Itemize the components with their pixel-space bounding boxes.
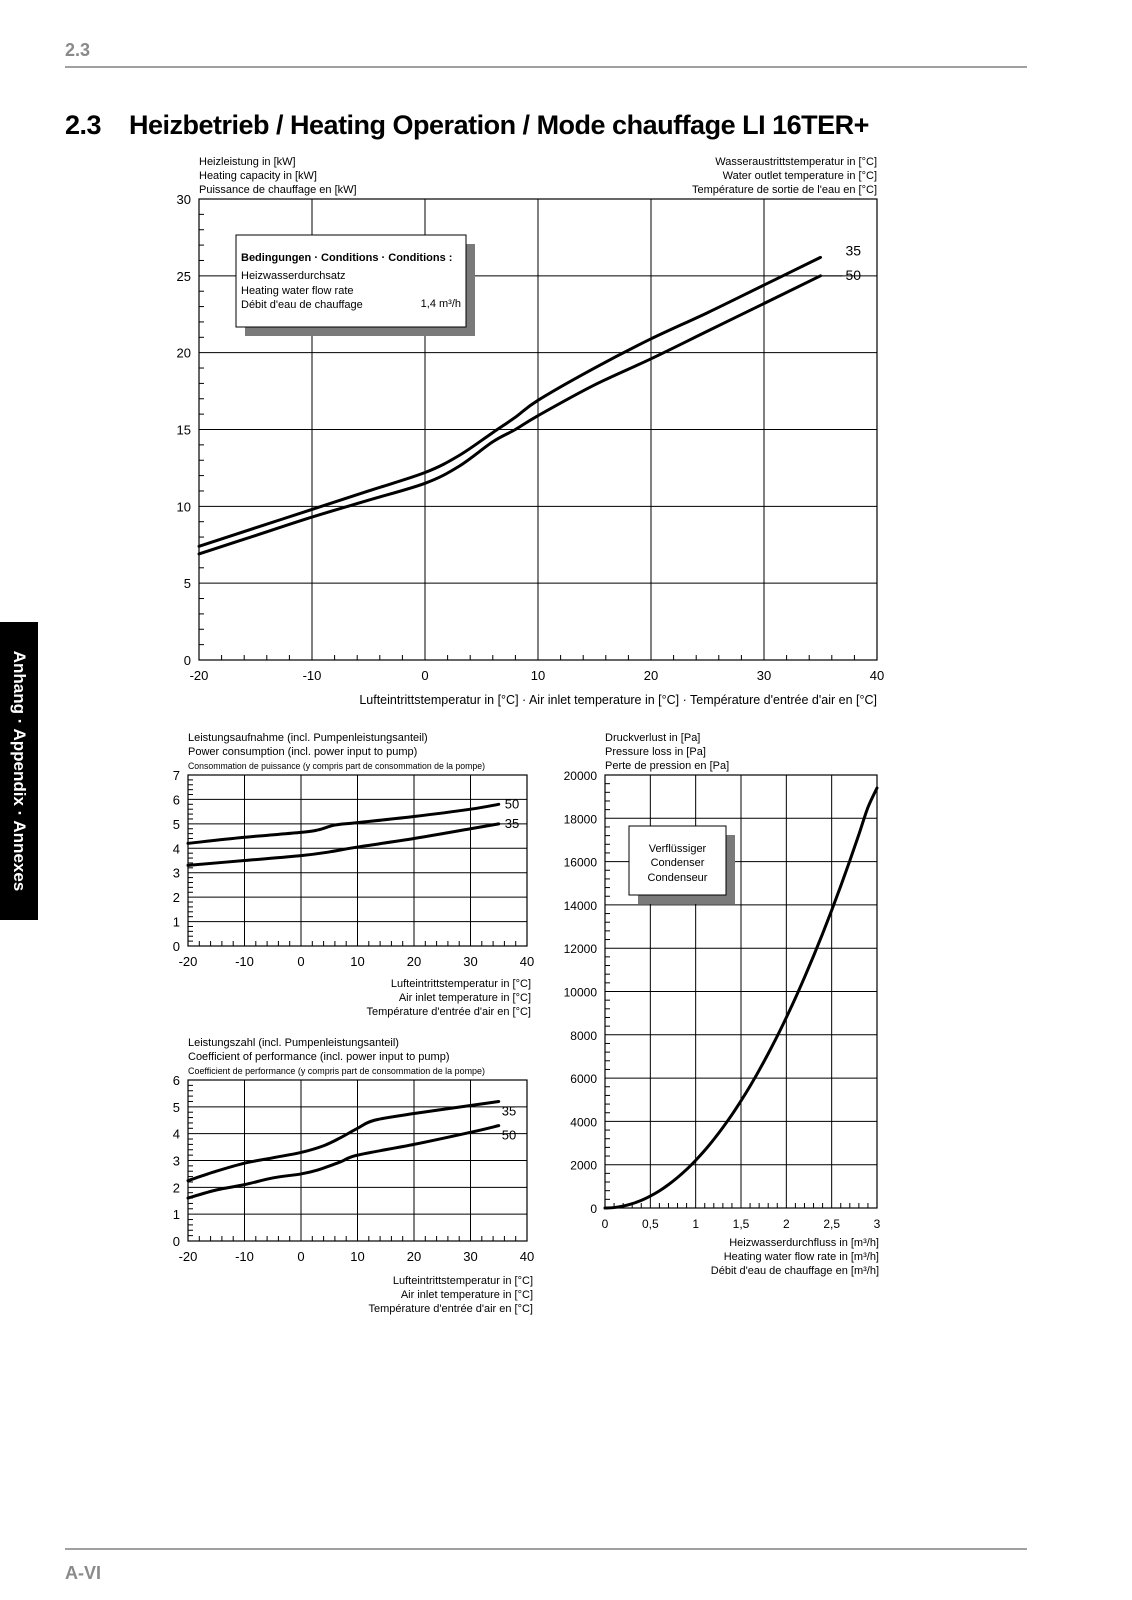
title-number: 2.3 bbox=[65, 110, 102, 140]
y-tick-label: 20000 bbox=[563, 769, 597, 783]
x-axis-label: Heizwasserdurchfluss in [m³/h] bbox=[729, 1237, 879, 1249]
series-label-35: 35 bbox=[504, 815, 520, 831]
x-tick-label: -10 bbox=[235, 1249, 254, 1264]
x-tick-label: 2,5 bbox=[823, 1217, 841, 1231]
page-footer: A-VI bbox=[65, 1563, 101, 1583]
y-tick-label: 0 bbox=[172, 939, 180, 954]
y-tick-label: 10000 bbox=[563, 985, 597, 1000]
title-text: Heizbetrieb / Heating Operation / Mode chauffage LI 16TER+ bbox=[129, 110, 869, 140]
y-axis-label: Puissance de chauffage en [kW] bbox=[199, 184, 357, 196]
x-tick-label: 20 bbox=[406, 954, 422, 969]
chart-power_consumption bbox=[173, 732, 534, 1018]
y-tick-label: 7 bbox=[172, 768, 180, 783]
condenser-line: Condenser bbox=[650, 857, 705, 869]
series-line-35 bbox=[188, 824, 499, 866]
series-label-50: 50 bbox=[504, 796, 520, 812]
y-axis-label: Consommation de puissance (y compris part de consommation de la pompe) bbox=[188, 761, 485, 772]
conditions-value: 1,4 m³/h bbox=[420, 298, 461, 310]
x-tick-label: 1,5 bbox=[732, 1217, 750, 1231]
x-tick-label: 10 bbox=[350, 954, 365, 969]
x-tick-label: 30 bbox=[463, 954, 478, 969]
y-tick-label: 14000 bbox=[563, 898, 597, 913]
y-axis-label: Coefficient of performance (incl. power input to pump) bbox=[188, 1051, 450, 1063]
y-tick-label: 2 bbox=[172, 1180, 180, 1196]
chart-pressure_loss bbox=[564, 732, 881, 1277]
x-tick-label: 40 bbox=[519, 1249, 535, 1264]
y-tick-label: 6000 bbox=[570, 1072, 597, 1087]
x-tick-label: 40 bbox=[519, 954, 535, 969]
y-tick-label: 1 bbox=[172, 914, 180, 930]
x-tick-label: 2 bbox=[782, 1217, 790, 1231]
x-axis-label: Lufteintrittstemperatur in [°C] bbox=[390, 978, 531, 990]
x-axis-label: Débit d'eau de chauffage en [m³/h] bbox=[710, 1265, 879, 1277]
y-tick-label: 2000 bbox=[570, 1158, 597, 1173]
x-tick-label: 1 bbox=[692, 1217, 700, 1231]
x-axis-label: Température d'entrée d'air en [°C] bbox=[366, 1006, 531, 1018]
x-tick-label: -20 bbox=[189, 668, 209, 683]
condenser-line: Condenseur bbox=[647, 872, 708, 884]
x-tick-label: 30 bbox=[756, 668, 772, 683]
y-axis-label: Coefficient de performance (y compris part de consommation de la pompe) bbox=[188, 1066, 485, 1077]
y-axis-label: Leistungsaufnahme (incl. Pumpenleistungsanteil) bbox=[188, 732, 428, 744]
x-tick-label: -20 bbox=[178, 1249, 198, 1264]
conditions-box bbox=[236, 235, 475, 336]
y-tick-label: 1 bbox=[172, 1207, 180, 1223]
y-tick-label: 30 bbox=[176, 192, 191, 207]
x-tick-label: 0,5 bbox=[641, 1217, 659, 1231]
x-tick-label: 20 bbox=[643, 668, 659, 683]
x-axis-label: Air inlet temperature in [°C] bbox=[400, 1289, 533, 1301]
y-axis-label: Leistungszahl (incl. Pumpenleistungsanteil) bbox=[188, 1037, 399, 1049]
series-line-35 bbox=[188, 1101, 499, 1180]
conditions-line: Heating water flow rate bbox=[241, 285, 354, 297]
y-axis-label: Pressure loss in [Pa] bbox=[605, 746, 706, 758]
x-tick-label: 20 bbox=[406, 1249, 422, 1264]
x-axis-label: Lufteintrittstemperatur in [°C] · Air inlet temperature in [°C] · Température d'entrée d'air en [°C] bbox=[359, 693, 877, 707]
y-axis-label: Heating capacity in [kW] bbox=[199, 170, 317, 182]
y-axis-label-right: Température de sortie de l'eau en [°C] bbox=[691, 184, 877, 196]
y-axis-label-right: Water outlet temperature in [°C] bbox=[722, 170, 877, 182]
condenser-box bbox=[629, 826, 735, 904]
conditions-line: Heizwasserdurchsatz bbox=[241, 270, 346, 282]
y-tick-label: 12000 bbox=[563, 942, 597, 957]
x-axis-label: Température d'entrée d'air en [°C] bbox=[368, 1303, 533, 1315]
x-tick-label: 10 bbox=[350, 1249, 365, 1264]
x-tick-label: 3 bbox=[873, 1217, 881, 1231]
x-tick-label: -10 bbox=[235, 954, 254, 969]
y-tick-label: 18000 bbox=[563, 812, 597, 827]
condenser-line: Verflüssiger bbox=[648, 843, 707, 855]
y-tick-label: 25 bbox=[176, 268, 191, 284]
y-tick-label: 5 bbox=[172, 1099, 180, 1115]
y-tick-label: 5 bbox=[172, 816, 180, 832]
x-tick-label: 30 bbox=[463, 1249, 478, 1264]
x-axis-label: Air inlet temperature in [°C] bbox=[398, 992, 531, 1004]
y-tick-label: 8000 bbox=[570, 1028, 597, 1043]
y-tick-label: 4 bbox=[172, 841, 180, 857]
series-label-35: 35 bbox=[845, 242, 862, 259]
y-tick-label: 0 bbox=[183, 653, 191, 668]
y-tick-label: 2 bbox=[172, 890, 180, 906]
x-tick-label: 0 bbox=[421, 668, 429, 683]
y-axis-label: Power consumption (incl. power input to pump) bbox=[188, 746, 418, 758]
series-label-50: 50 bbox=[501, 1127, 517, 1143]
side-tab-label: Anhang · Appendix · Annexes bbox=[10, 650, 29, 892]
y-tick-label: 6 bbox=[172, 792, 180, 808]
y-tick-label: 20 bbox=[176, 345, 191, 361]
conditions-line: Débit d'eau de chauffage bbox=[241, 299, 363, 311]
y-tick-label: 6 bbox=[172, 1073, 180, 1088]
y-tick-label: 15 bbox=[176, 422, 191, 438]
series-label-35: 35 bbox=[501, 1103, 517, 1119]
y-axis-label: Druckverlust in [Pa] bbox=[605, 732, 701, 744]
x-tick-label: 40 bbox=[869, 668, 885, 683]
y-axis-label-right: Wasseraustrittstemperatur in [°C] bbox=[715, 156, 877, 168]
conditions-heading: Bedingungen · Conditions · Conditions : bbox=[241, 252, 453, 264]
x-tick-label: 10 bbox=[530, 668, 546, 683]
x-axis-label: Lufteintrittstemperatur in [°C] bbox=[392, 1275, 533, 1287]
section-number: 2.3 bbox=[65, 40, 91, 60]
y-tick-label: 10 bbox=[176, 499, 191, 515]
x-tick-label: 0 bbox=[297, 1249, 305, 1264]
y-tick-label: 3 bbox=[172, 1153, 180, 1169]
series-label-50: 50 bbox=[845, 266, 862, 283]
y-tick-label: 3 bbox=[172, 865, 180, 881]
x-tick-label: 0 bbox=[297, 954, 305, 969]
y-axis-label: Perte de pression en [Pa] bbox=[605, 760, 730, 772]
x-tick-label: 0 bbox=[601, 1217, 609, 1231]
y-tick-label: 5 bbox=[183, 576, 191, 592]
y-tick-label: 0 bbox=[590, 1202, 597, 1216]
y-tick-label: 4 bbox=[172, 1126, 180, 1142]
y-axis-label: Heizleistung in [kW] bbox=[199, 156, 296, 168]
x-axis-label: Heating water flow rate in [m³/h] bbox=[723, 1251, 879, 1263]
y-tick-label: 0 bbox=[172, 1234, 180, 1249]
x-tick-label: -20 bbox=[178, 954, 198, 969]
chart-cop bbox=[173, 1037, 534, 1315]
x-tick-label: -10 bbox=[302, 668, 322, 683]
y-tick-label: 4000 bbox=[570, 1115, 597, 1130]
y-tick-label: 16000 bbox=[563, 855, 597, 870]
